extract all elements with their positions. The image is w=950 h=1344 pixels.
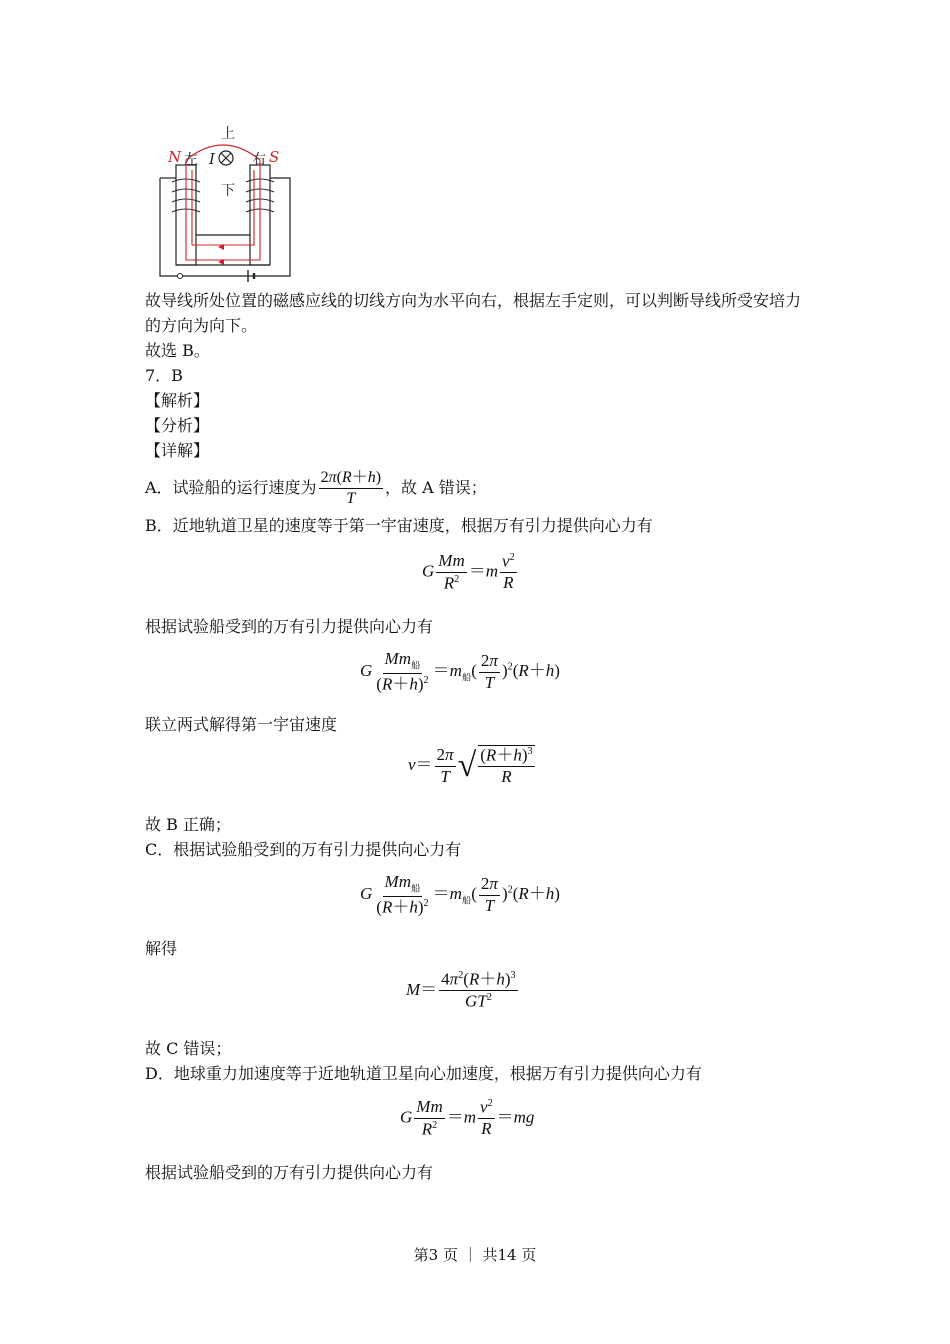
option-b-correct: 故 B 正确； [145,815,231,834]
label-right: 右 [252,152,266,168]
equation-ship-orbit-1: G $\frac{Mm_船}{(R+h)^2}$ $=m_船$( $\frac{2\pi}{T}$ )$^2$(R＋h) [360,649,560,694]
equation-first-cosmic-velocity: v＝ $\frac{2\pi}{T}$ √ $\frac{(R+h)^3}{R}$ [408,744,533,787]
ship-gravity-line-1: 根据试验船受到的万有引力提供向心力有 [145,617,434,636]
ship-subscript: 船 [461,896,472,907]
option-d-line: D．地球重力加速度等于近地轨道卫星向心加速度，根据万有引力提供向心力有 [145,1064,702,1083]
option-c-wrong: 故 C 错误； [145,1039,232,1058]
current-label: I [209,150,215,168]
paragraph-force-direction: 故导线所处位置的磁感应线的切线方向为水平向右，根据左手定则，可以判断导线所受安培力的方向为向下。 [145,291,802,335]
option-a-prefix: A．试验船的运行速度为 [145,478,317,497]
label-left: 左 [184,152,198,168]
section-fenxi: 【分析】 [145,416,210,435]
option-a-line [145,464,487,512]
question-7-answer: 7．B [145,366,183,385]
ship-subscript: 船 [461,673,472,684]
equation-gravity-acceleration: G $\frac{Mm}{R^2}$ ＝m $\frac{v^2}{R}$ ＝mg [400,1097,535,1139]
equation-ship-orbit-2: G $\frac{Mm_船}{(R+h)^2}$ $=m_船$( $\frac{2\pi}{T}$ )$^2$(R＋h) [360,872,560,917]
electromagnet-figure [148,120,298,285]
ship-subscript: 船 [410,661,421,672]
ship-subscript: 船 [410,884,421,895]
section-xiangjie: 【详解】 [145,441,210,460]
section-jiexi: 【解析】 [145,391,210,410]
combine-line: 联立两式解得第一宇宙速度 [145,715,338,734]
option-c-line: C．根据试验船受到的万有引力提供向心力有 [145,840,462,859]
answer-b-line: 故选 B。 [145,341,210,360]
pole-s-label: S [269,148,280,166]
ship-gravity-line-2: 根据试验船受到的万有引力提供向心力有 [145,1163,434,1182]
option-a-suffix: ，故 A 错误； [385,478,487,497]
page-footer: 第3 页 ｜ 共14 页 [413,1246,537,1264]
pole-n-label: N [168,148,182,166]
speed-fraction: $\frac{2\pi(R+h)}{T}$ [320,469,382,507]
electromagnet-diagram [148,120,298,285]
solve-line: 解得 [145,939,178,958]
option-b-line: B．近地轨道卫星的速度等于第一宇宙速度，根据万有引力提供向心力有 [145,516,653,535]
label-top: 上 [221,126,235,142]
label-bottom: 下 [221,183,235,199]
equation-earth-mass: M＝ $\frac{4\pi^2(R+h)^3}{GT^2}$ [406,969,516,1011]
equation-gravity-near-earth: G $\frac{Mm}{R^2}$ ＝m $\frac{v^2}{R}$ [422,551,515,593]
